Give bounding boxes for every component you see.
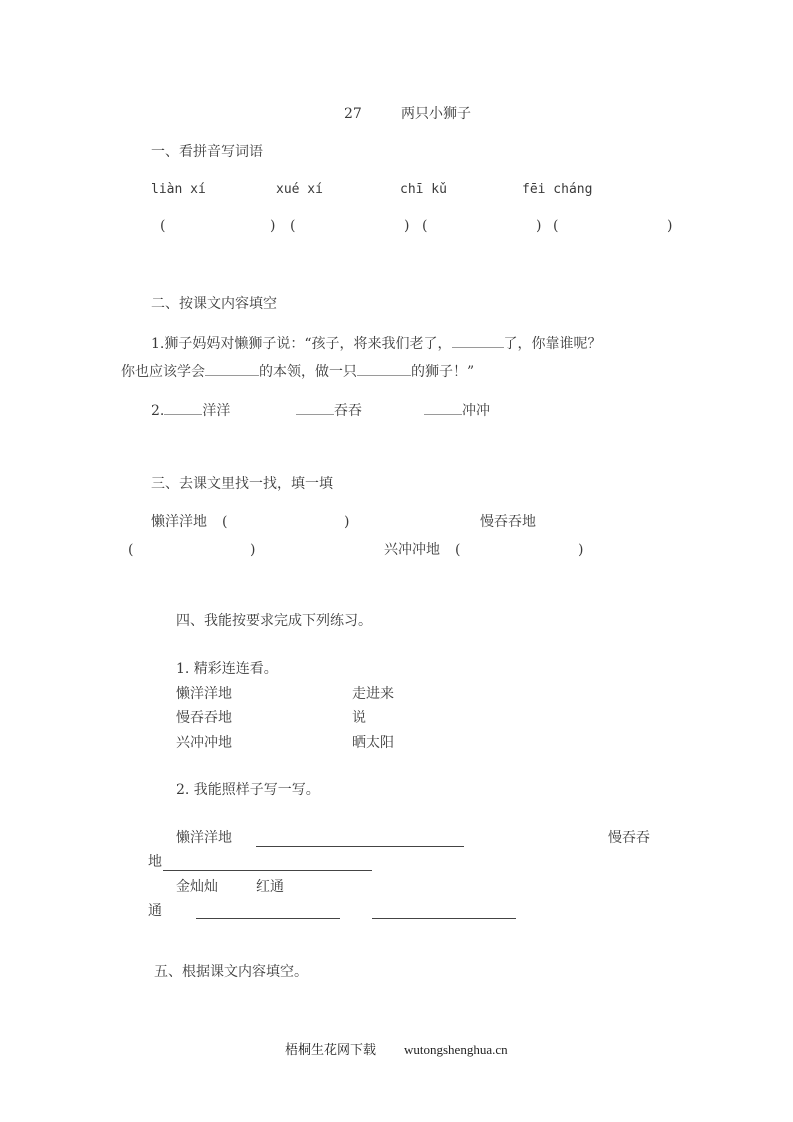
q2-blank-1[interactable] <box>164 400 202 415</box>
footer-site-name: 梧桐生花网下载 <box>285 1042 377 1057</box>
section3-item-3: 兴冲冲地 <box>384 542 440 558</box>
example-4b: 通 <box>148 903 162 919</box>
section4-q2-title: 2. 我能照样子写一写。 <box>176 782 320 798</box>
pinyin-2: xué xí <box>276 182 323 197</box>
q1-text-a: 1.狮子妈妈对懒狮子说：“孩子，将来我们老了， <box>151 336 452 352</box>
answer-paren-close-2: ) <box>404 218 410 234</box>
match-left-1[interactable]: 懒洋洋地 <box>176 686 232 702</box>
q1-blank-3[interactable] <box>357 361 411 376</box>
q2-item-3: 冲冲 <box>462 403 490 419</box>
section2-q2-c <box>424 400 490 420</box>
section1-heading: 一、看拼音写词语 <box>151 144 263 160</box>
answer-line-4[interactable] <box>372 918 516 919</box>
q1-text-e: 的狮子！” <box>411 364 475 380</box>
section3-paren-close-1: ) <box>344 514 350 530</box>
section2-q1-line1 <box>151 333 602 353</box>
q2-item-1: 洋洋 <box>202 403 231 419</box>
q1-blank-2[interactable] <box>205 361 259 376</box>
q1-blank-1[interactable] <box>452 333 504 348</box>
match-right-3[interactable]: 晒太阳 <box>352 735 394 751</box>
section3-paren-close-3: ) <box>578 542 584 558</box>
section4-heading: 四、我能按要求完成下列练习。 <box>176 613 372 629</box>
example-4a: 红通 <box>256 879 284 895</box>
answer-paren-open-3: ( <box>422 218 428 234</box>
example-1: 懒洋洋地 <box>176 830 232 846</box>
q1-text-b: 了，你靠谁呢？ <box>503 336 602 352</box>
answer-paren-close-1: ) <box>270 218 276 234</box>
answer-line-3[interactable] <box>196 918 340 919</box>
section3-heading: 三、去课文里找一找，填一填 <box>151 476 333 492</box>
section3-item-1: 懒洋洋地 <box>151 514 207 530</box>
page-title: 两只小狮子 <box>401 106 471 122</box>
q2-item-2: 吞吞 <box>334 403 362 419</box>
q1-text-c: 你也应该学会 <box>121 364 205 380</box>
footer-url[interactable]: wutongshenghua.cn <box>404 1042 508 1057</box>
answer-line-1[interactable] <box>256 846 464 847</box>
q2-blank-2[interactable] <box>296 400 334 415</box>
match-left-2[interactable]: 慢吞吞地 <box>176 710 232 726</box>
example-2a: 慢吞吞 <box>608 830 650 846</box>
example-2b: 地 <box>148 854 162 870</box>
answer-paren-open-1: ( <box>160 218 166 234</box>
section3-paren-open-1: ( <box>222 514 228 530</box>
q1-text-d: 的本领，做一只 <box>259 364 357 380</box>
pinyin-4: fēi cháng <box>522 182 593 197</box>
section3-item-2: 慢吞吞地 <box>480 514 536 530</box>
match-left-3[interactable]: 兴冲冲地 <box>176 735 232 751</box>
section2-q2-b <box>296 400 362 420</box>
pinyin-3: chī kǔ <box>400 182 447 197</box>
section3-paren-open-2: ( <box>128 542 134 558</box>
section3-paren-close-2: ) <box>250 542 256 558</box>
q2-prefix: 2. <box>151 403 165 419</box>
answer-line-2[interactable] <box>163 870 372 871</box>
match-right-2[interactable]: 说 <box>352 710 366 726</box>
example-3: 金灿灿 <box>176 879 218 895</box>
answer-paren-close-4: ) <box>667 218 673 234</box>
q2-blank-3[interactable] <box>424 400 462 415</box>
match-right-1[interactable]: 走进来 <box>352 686 394 702</box>
section2-q1-line2 <box>121 361 474 381</box>
section5-heading: 五、根据课文内容填空。 <box>154 964 308 980</box>
section2-q2 <box>151 400 230 420</box>
pinyin-1: liàn xí <box>151 182 206 197</box>
section2-heading: 二、按课文内容填空 <box>151 296 277 312</box>
section4-q1-title: 1. 精彩连连看。 <box>176 661 278 677</box>
lesson-number: 27 <box>344 106 362 122</box>
answer-paren-close-3: ) <box>536 218 542 234</box>
answer-paren-open-2: ( <box>290 218 296 234</box>
answer-paren-open-4: ( <box>553 218 559 234</box>
section3-paren-open-3: ( <box>455 542 461 558</box>
